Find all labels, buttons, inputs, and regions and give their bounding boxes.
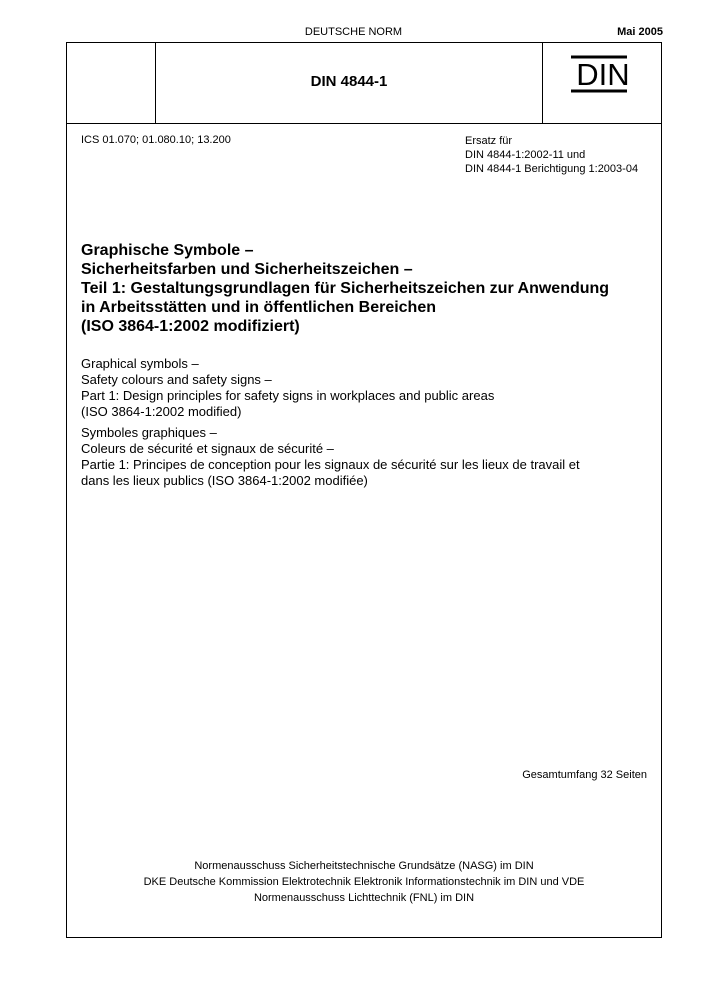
svg-text:DIN: DIN bbox=[576, 57, 630, 92]
title-line: Symboles graphiques – bbox=[81, 425, 217, 440]
ics-codes: ICS 01.070; 01.080.10; 13.200 bbox=[81, 134, 231, 146]
replaces-line: DIN 4844-1 Berichtigung 1:2003-04 bbox=[465, 163, 639, 175]
document-number: DIN 4844-1 bbox=[310, 73, 388, 90]
publication-date: Mai 2005 bbox=[617, 26, 663, 38]
committee-line: Normenausschuss Lichttechnik (FNL) im DIN bbox=[253, 892, 475, 904]
title-line: Partie 1: Principes de conception pour les signaux de sécurité sur les lieux de travail et bbox=[81, 457, 580, 472]
title-line: Teil 1: Gestaltungsgrundlagen für Sicherheitszeichen zur Anwendung bbox=[81, 280, 610, 297]
replaces-line: Ersatz für bbox=[465, 135, 513, 147]
header-row bbox=[67, 43, 661, 124]
replaces-block bbox=[465, 134, 638, 176]
title-english bbox=[81, 356, 651, 420]
title-line: Graphical symbols – bbox=[81, 356, 199, 371]
title-line: Part 1: Design principles for safety signs in workplaces and public areas bbox=[81, 388, 495, 403]
title-french bbox=[81, 425, 651, 489]
cover-frame bbox=[66, 42, 662, 938]
title-line: (ISO 3864-1:2002 modified) bbox=[81, 404, 242, 419]
committees-block bbox=[67, 858, 661, 906]
title-line: dans les lieux publics (ISO 3864-1:2002 modifiée) bbox=[81, 473, 368, 488]
din-logo-icon bbox=[569, 55, 637, 93]
title-german bbox=[81, 241, 651, 336]
title-line: Coleurs de sécurité et signaux de sécurité – bbox=[81, 441, 334, 456]
committee-line: Normenausschuss Sicherheitstechnische Grundsätze (NASG) im DIN bbox=[194, 860, 534, 872]
title-line: in Arbeitsstätten und in öffentlichen Bereichen bbox=[81, 299, 436, 316]
document-type-label: DEUTSCHE NORM bbox=[304, 26, 403, 38]
replaces-line: DIN 4844-1:2002-11 und bbox=[465, 149, 586, 161]
header-logo-cell bbox=[542, 43, 661, 123]
committee-line: DKE Deutsche Kommission Elektrotechnik Elektronik Informationstechnik im DIN und VDE bbox=[143, 876, 585, 888]
header-left-cell bbox=[67, 43, 156, 123]
page-count: Gesamtumfang 32 Seiten bbox=[522, 769, 647, 781]
title-line: (ISO 3864-1:2002 modifiziert) bbox=[81, 318, 300, 335]
title-line: Safety colours and safety signs – bbox=[81, 372, 272, 387]
title-line: Sicherheitsfarben und Sicherheitszeichen – bbox=[81, 261, 413, 278]
title-line: Graphische Symbole – bbox=[81, 242, 254, 259]
